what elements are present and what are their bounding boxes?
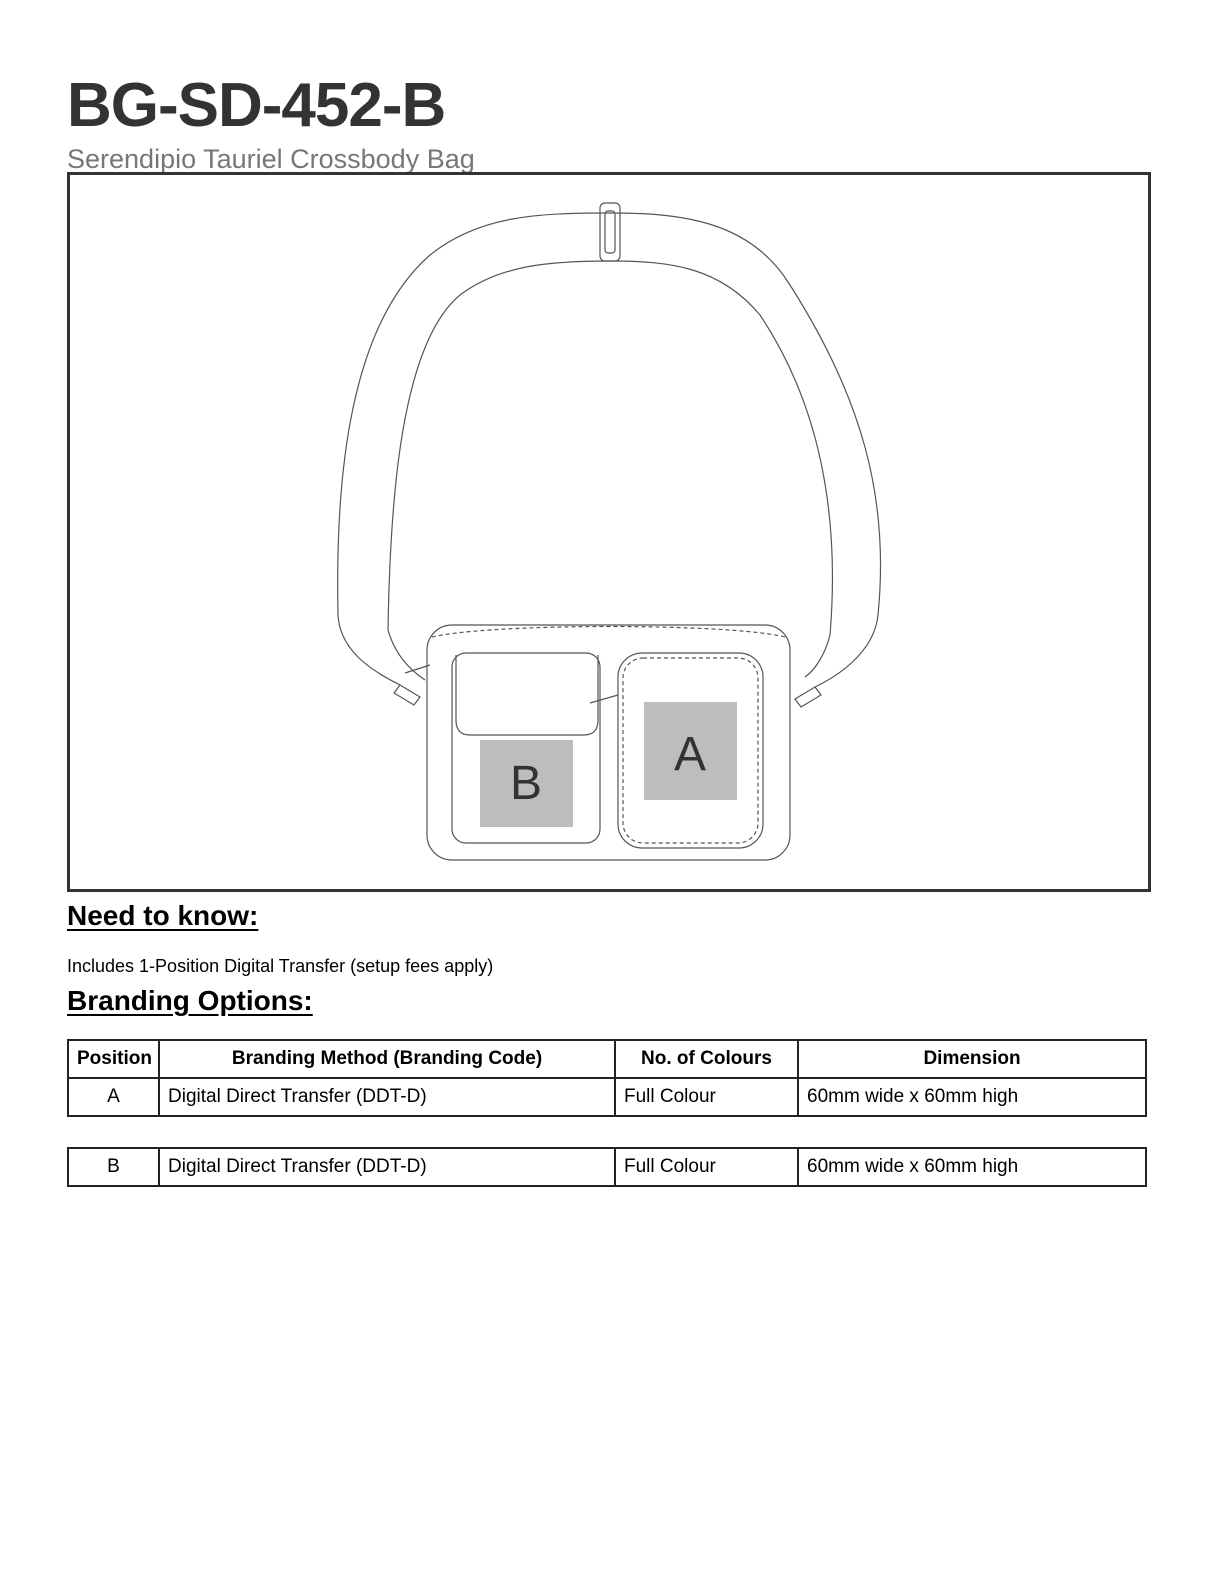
product-name: Serendipio Tauriel Crossbody Bag (67, 144, 475, 174)
branding-options-heading: Branding Options: (67, 985, 313, 1016)
column-header-position: Position (68, 1040, 159, 1078)
cell-dimension: 60mm wide x 60mm high (798, 1148, 1146, 1186)
branding-area-a-label: A (673, 728, 707, 781)
strap-inner (388, 261, 832, 635)
table-row (68, 1148, 1146, 1186)
branding-table (67, 1039, 1147, 1117)
strap-outer (338, 213, 881, 615)
cell-dimension: 60mm wide x 60mm high (798, 1078, 1146, 1116)
column-header-dimension: Dimension (798, 1040, 1146, 1078)
branding-area-b-label: B (509, 757, 543, 810)
product-drawing-frame (67, 172, 1151, 892)
product-code: BG-SD-452-B (67, 71, 446, 140)
cell-method: Digital Direct Transfer (DDT-D) (159, 1078, 615, 1116)
column-header-method: Branding Method (Branding Code) (159, 1040, 615, 1078)
cell-colours: Full Colour (615, 1148, 798, 1186)
need-to-know-text: Includes 1-Position Digital Transfer (setup fees apply) (67, 956, 494, 976)
bag-illustration (70, 175, 1148, 889)
table-header-row (68, 1040, 1146, 1078)
strap-buckle (600, 203, 620, 261)
column-header-colours: No. of Colours (615, 1040, 798, 1078)
need-to-know-heading: Need to know: (67, 900, 259, 931)
cell-position: A (68, 1078, 159, 1116)
cell-method: Digital Direct Transfer (DDT-D) (159, 1148, 615, 1186)
cell-position: B (68, 1148, 159, 1186)
branding-table-b (67, 1147, 1147, 1187)
cell-colours: Full Colour (615, 1078, 798, 1116)
table-row (68, 1078, 1146, 1116)
